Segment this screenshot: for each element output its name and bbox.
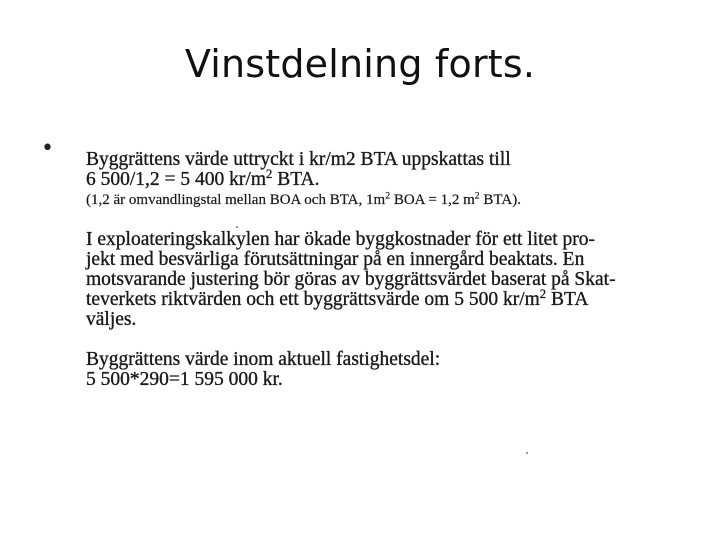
superscript: 2 — [266, 167, 273, 182]
text-span: BTA). — [479, 192, 521, 208]
slide-title: Vinstdelning forts. — [184, 42, 536, 86]
text-line: motsvarande justering bör göras av byggrättsvärdet baserat på Skat- — [86, 269, 616, 290]
text-line: väljes. — [86, 309, 137, 330]
text-line: 5 500*290=1 595 000 kr. — [86, 369, 283, 390]
text-span: 6 500/1,2 = 5 400 kr/m — [86, 169, 266, 190]
text-line: Byggrättens värde inom aktuell fastighetsdel: — [86, 349, 441, 370]
text-span: BTA. — [272, 169, 320, 190]
scan-speck — [236, 226, 238, 228]
scan-speck — [526, 452, 528, 454]
text-span: BOA = 1,2 m — [390, 192, 475, 208]
text-line: I exploateringskalkylen har ökade byggkostnader för ett litet pro- — [86, 229, 595, 250]
text-line-note — [86, 190, 686, 210]
superscript: 2 — [474, 190, 480, 202]
scanned-text-image — [86, 150, 686, 390]
bullet-marker: • — [41, 136, 54, 161]
text-span: (1,2 är omvandlingstal mellan BOA och BTA, 1m — [86, 192, 386, 208]
text-line: jekt med besvärliga förutsättningar på en innergård beaktats. En — [86, 249, 585, 270]
paragraph-valuation — [86, 150, 686, 210]
superscript: 2 — [385, 190, 391, 202]
text-line — [86, 287, 686, 310]
text-span: teverkets riktvärden och ett byggrättsvärde om 5 500 kr/m — [86, 289, 540, 310]
text-line — [86, 167, 686, 190]
paragraph-adjustment — [86, 230, 686, 330]
superscript: 2 — [539, 287, 547, 302]
paragraph-result — [86, 350, 686, 390]
text-span: BTA — [546, 289, 589, 310]
text-line: Byggrättens värde uttryckt i kr/m2 BTA uppskattas till — [86, 149, 511, 170]
